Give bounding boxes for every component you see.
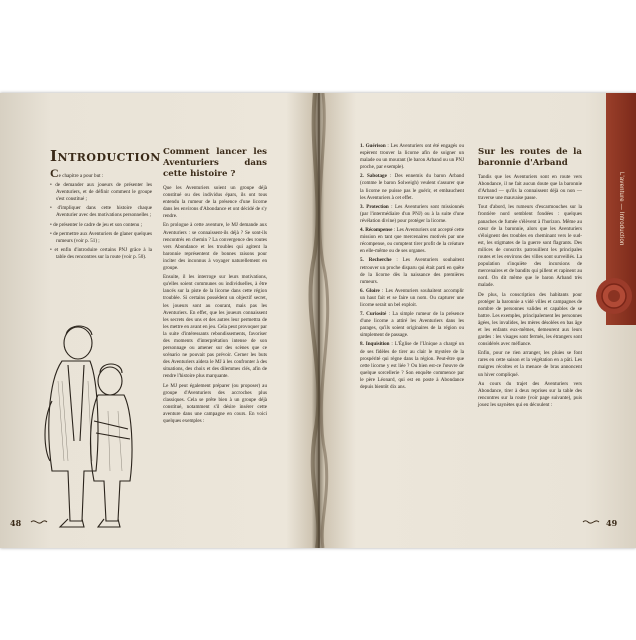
chapter-tab-label: L'aventure — Introduction (618, 172, 624, 246)
list-item: 6. Gloire : Les Aventuriers souhaitent accomplir un haut fait et se faire un nom. Ou capturer une licorne serait un bel exploit. (360, 287, 464, 308)
intro-column (50, 166, 153, 263)
list-item: 1. Guérison : Les Aventuriers ont été engagés ou espèrent trouver la licorne afin de soigner un malade ou un mourant (le baron Arband ou un PNJ proche, par exemple). (360, 143, 464, 171)
list-item: 3. Protection : Les Aventuriers sont missionnés (par l'intermédiaire d'un PNJ) ou à la suite d'une révélation divine) pour protéger la licorne. (360, 203, 464, 224)
list-item: 5. Recherche : Les Aventuriers souhaitent retrouver un proche disparu qui était parti en quête de la licorne dès la naissance des premières rumeurs. (360, 257, 465, 285)
right-page (318, 93, 636, 548)
paragraph: Enfin, pour ne rien arranger, les pluies se font rares en cette saison et la végétation en a pâti. Les maigres récoltes et la menace de bras annoncent un hiver compliqué. (478, 350, 582, 378)
paragraph: Au cours du trajet des Aventuriers vers Abondance, tirer à deux reprises sur la table des rencontres sur la route (voir page suivante), puis jouez les saynètes qui en découlent : (478, 380, 582, 408)
flourish-icon (582, 517, 600, 527)
paragraph: En prologue à cette aventure, le MJ demande aux Aventuriers : se connaissent-ils déjà ? Se sont-ils rencontrés en chemin ? La convergence des routes vers Abondance et les troubles qui agitent la baronnie représentent de bonnes raisons pour inciter des inconnus à voyager naturellement en groupe. (163, 222, 267, 272)
section-heading: Comment lancer les Aventuriers dans cette histoire ? (163, 147, 267, 179)
section-heading: Sur les routes de la baronnie d'Arband (478, 147, 582, 168)
bullet-item: • d'impliquer dans cette histoire chaque Aventurier avec des motivations personnelles ; (50, 205, 153, 219)
paragraph: Tandis que les Aventuriers sont en route vers Abondance, il ne fait aucun doute que la baronnie d'Arband — qu'ils la connaissent déjà ou non — traverse une mauvaise passe. (478, 174, 582, 202)
dropcap: C (50, 166, 59, 180)
book-spread (0, 93, 636, 548)
left-page (0, 93, 318, 548)
paragraph: Que les Aventuriers soient un groupe déjà constitué ou des individus épars, ils ont tous entendu la rumeur de la présence d'une licorne dans les environs d'Abondance et ont décidé de s'y rendre. (163, 185, 267, 220)
flourish-icon (30, 517, 48, 527)
bullet-item: • de présenter le cadre de jeu et son contenu ; (50, 221, 143, 228)
list-item: 2. Sabotage : Des ennemis du baron Arband (comme le baron Solweigh) veulent s'assurer que la licorne ne puisse pas le guérir, et embauchent les Aventuriers à cet effet. (360, 173, 465, 201)
paragraph: De plus, la conscription des habitants pour protéger la baronnie a vidé villes et campagnes de nombre de personnes valides et capables de se battre. Les exemples, principalement les personnes âgées, les invalides, les mères désolées en bas âge et les enfants eux-mêmes, demeurent aux leurs gardes : les visages sont fermés, les étrangers sont considérés avec méfiance. (478, 291, 582, 348)
roads-column (478, 147, 582, 411)
adventurers-illustration (38, 321, 156, 535)
wax-seal-icon (594, 276, 634, 316)
bullet-item: • de demander aux joueurs de présenter les Aventuriers, et de définir comment le groupe s'est constitué ; (50, 182, 153, 203)
page-title: Introduction (50, 147, 161, 165)
list-item: 4. Récompense : Les Aventuriers ont accepté cette mission en tant que mercenaires motivés par une récompense, ou comptent tirer profit de la créature en elle-même ou de ses organes. (360, 227, 464, 255)
list-item: 7. Curiosité : La simple rumeur de la présence d'une licorne a attiré les Aventuriers dans les parages, qu'ils soient originaires de la région ou simplement de passage. (360, 311, 464, 339)
numbered-hooks-column (360, 143, 464, 393)
paragraph: Tout d'abord, les rumeurs d'escarmouches sur la frontière nord semblent fondées : quelques panaches de fumée s'élèvent à l'horizon. Même au cœur de la baronnie, alors que les Aventuriers s'éloignent des troubles en cheminant vers le sud-est, les stigmates de la guerre sont flagrants. Des milices de conscrits patrouillent les principales routes et les environs des villes sont surveillés. La population s'inquiète des incursions de mercenaires et de bandits qui pillent et rapinent au nord. On dit même que le baron Arband très malade. (478, 204, 582, 289)
bullet-item: • et enfin d'introduire certains PNJ grâce à la table des rencontres sur la route (voir p. 50). (50, 246, 152, 260)
page-number: 48 (10, 518, 22, 528)
paragraph: Le MJ peut également préparer (ou proposer) au groupe d'Aventuriers des accroches plus classiques. Cela se prête bien à un groupe déjà constitué, notamment s'il désire insérer cette aventure dans une campagne en cours. En voici quelques exemples : (163, 382, 267, 424)
list-item: 8. Inquisition : L'Église de l'Unique a chargé un de ses fidèles de tirer au clair le mystère de la prospérité qui règne dans la région. Peut-être que cette licorne y est liée ? Ou bien est-ce l'œuvre de quelque sorcellerie ? Son enquête commence par le père Léonard, qui est en poste à Abondance depuis bientôt dix ans. (360, 341, 464, 390)
page-number: 49 (606, 518, 618, 528)
hooks-column (163, 147, 267, 427)
bullet-item: • de permettre aux Aventuriers de glaner quelques rumeurs (voir p. 51) ; (50, 230, 152, 244)
intro-text: e chapitre a pour but : (58, 173, 104, 179)
paragraph: Ensuite, il les interroge sur leurs motivations, qu'elles soient communes ou individuelles, à être lancés sur la piste de la licorne dans cette région troublée. Si certains possèdent un objectif secret, les joueurs sont au courant, mais pas les Aventuriers. En effet, que les joueurs connaissent les secrets des uns et des autres leur permettra de les mettre en avant en jeu. Cela peut provoquer par la suite d'intéressants rebondissements, favoriser des moments d'interprétation intense de son personnage ou amener sur des scènes que ce scénario ne pouvait pas prévoir. Cerner les buts des Aventuriers aidera le MJ à les confronter à des situations, des choix et des dilemmes clés, afin de rendre l'histoire plus marquante. (163, 274, 267, 380)
